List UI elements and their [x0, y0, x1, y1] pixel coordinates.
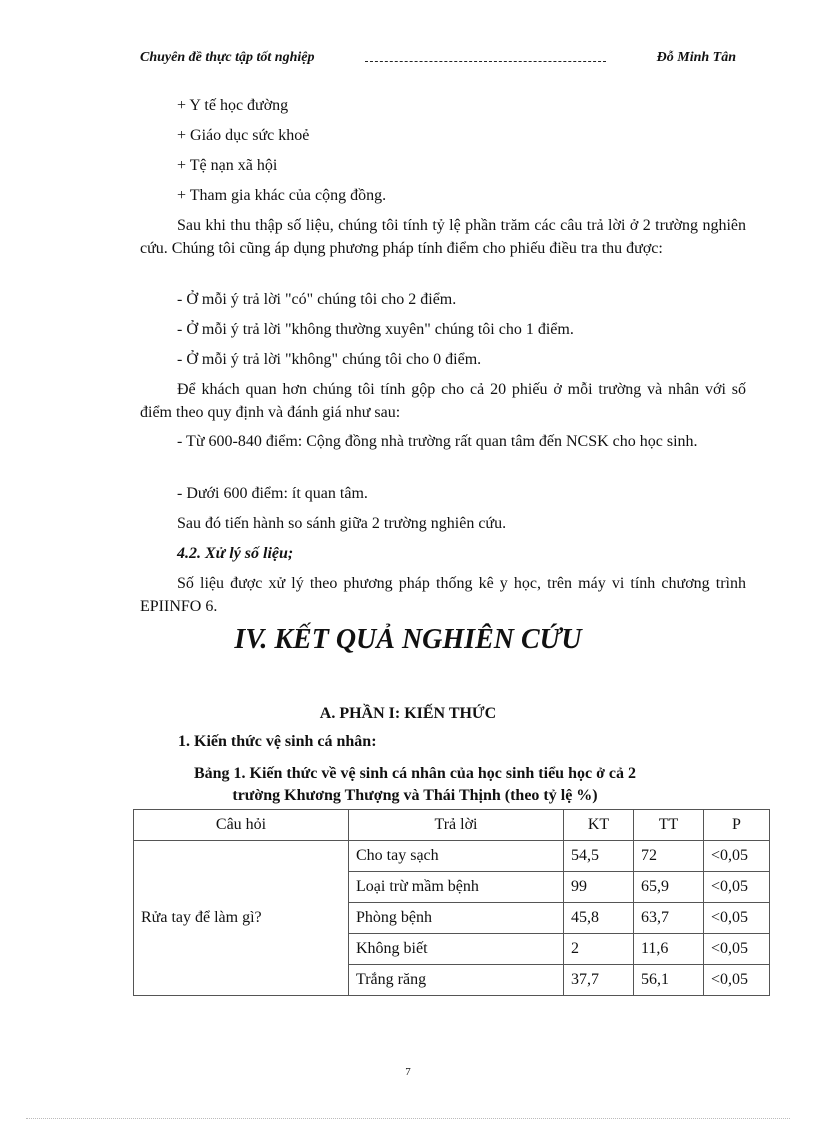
tt-cell: 56,1 — [634, 965, 704, 996]
tt-cell: 72 — [634, 841, 704, 872]
header-right: Đỗ Minh Tân — [656, 50, 736, 65]
paragraph-intro: Sau khi thu thập số liệu, chúng tôi tính tỷ lệ phần trăm các câu trả lời ở 2 trường nghiên cứu. Chúng tôi cũng áp dụng phương pháp tính điểm cho phiếu điều tra thu được: — [140, 217, 746, 257]
page-header — [140, 50, 736, 68]
part-a-heading: A. PHẦN I: KIẾN THỨC — [319, 705, 497, 722]
header-left: Chuyên đề thực tập tốt nghiệp — [140, 50, 315, 65]
header-question: Câu hỏi — [134, 810, 349, 841]
answer-cell: Không biết — [349, 934, 564, 965]
results-table — [133, 809, 770, 996]
section-title: IV. KẾT QUẢ NGHIÊN CỨU — [234, 624, 582, 655]
scoring-item: - Ở mỗi ý trả lời "không thường xuyên" chúng tôi cho 1 điểm. — [177, 321, 574, 338]
heading-4-2: 4.2. Xử lý số liệu; — [177, 545, 294, 562]
kt-cell: 99 — [564, 872, 634, 903]
header-tt: TT — [634, 810, 704, 841]
tt-cell: 11,6 — [634, 934, 704, 965]
table-caption-line2: trường Khương Thượng và Thái Thịnh (theo tỷ lệ %) — [232, 787, 598, 804]
p-cell: <0,05 — [704, 872, 770, 903]
tt-cell: 65,9 — [634, 872, 704, 903]
evaluation-1: - Từ 600-840 điểm: Cộng đồng nhà trường rất quan tâm đến NCSK cho học sinh. — [177, 433, 698, 450]
paragraph-objective: Để khách quan hơn chúng tôi tính gộp cho cả 20 phiếu ở mỗi trường và nhân với số điểm theo quy định và đánh giá như sau: — [140, 381, 746, 421]
p-cell: <0,05 — [704, 841, 770, 872]
list-item: + Tham gia khác của cộng đồng. — [177, 187, 387, 204]
evaluation-2: - Dưới 600 điểm: ít quan tâm. — [177, 485, 368, 502]
header-dotted-rule — [365, 61, 606, 62]
answer-cell: Phòng bệnh — [349, 903, 564, 934]
scoring-item: - Ở mỗi ý trả lời "không" chúng tôi cho 0 điểm. — [177, 351, 482, 368]
p-cell: <0,05 — [704, 965, 770, 996]
answer-cell: Loại trừ mầm bệnh — [349, 872, 564, 903]
table-caption-line1: Bảng 1. Kiến thức về vệ sinh cá nhân của học sinh tiểu học ở cả 2 — [193, 765, 637, 782]
table-header-row — [134, 810, 770, 841]
paragraph-compare: Sau đó tiến hành so sánh giữa 2 trường nghiên cứu. — [177, 515, 507, 532]
kt-cell: 37,7 — [564, 965, 634, 996]
scoring-item: - Ở mỗi ý trả lời "có" chúng tôi cho 2 điểm. — [177, 291, 457, 308]
list-item: + Tệ nạn xã hội — [177, 157, 278, 174]
tt-cell: 63,7 — [634, 903, 704, 934]
kt-cell: 54,5 — [564, 841, 634, 872]
list-item: + Y tế học đường — [177, 97, 289, 114]
answer-cell: Trắng răng — [349, 965, 564, 996]
page-number: 7 — [405, 1066, 411, 1078]
table-caption — [170, 763, 660, 807]
paragraph-processing: Số liệu được xử lý theo phương pháp thống kê y học, trên máy vi tính chương trình EPIINFO 6. — [140, 575, 746, 615]
kt-cell: 2 — [564, 934, 634, 965]
header-p: P — [704, 810, 770, 841]
table-row — [134, 841, 770, 872]
p-cell: <0,05 — [704, 934, 770, 965]
header-answer: Trả lời — [349, 810, 564, 841]
header-kt: KT — [564, 810, 634, 841]
list-item: + Giáo dục sức khoẻ — [177, 127, 310, 144]
p-cell: <0,05 — [704, 903, 770, 934]
kt-cell: 45,8 — [564, 903, 634, 934]
page-bottom-rule — [26, 1118, 790, 1119]
question-cell: Rửa tay để làm gì? — [134, 841, 349, 996]
subsection-1-heading: 1. Kiến thức vệ sinh cá nhân: — [178, 733, 377, 750]
answer-cell: Cho tay sạch — [349, 841, 564, 872]
